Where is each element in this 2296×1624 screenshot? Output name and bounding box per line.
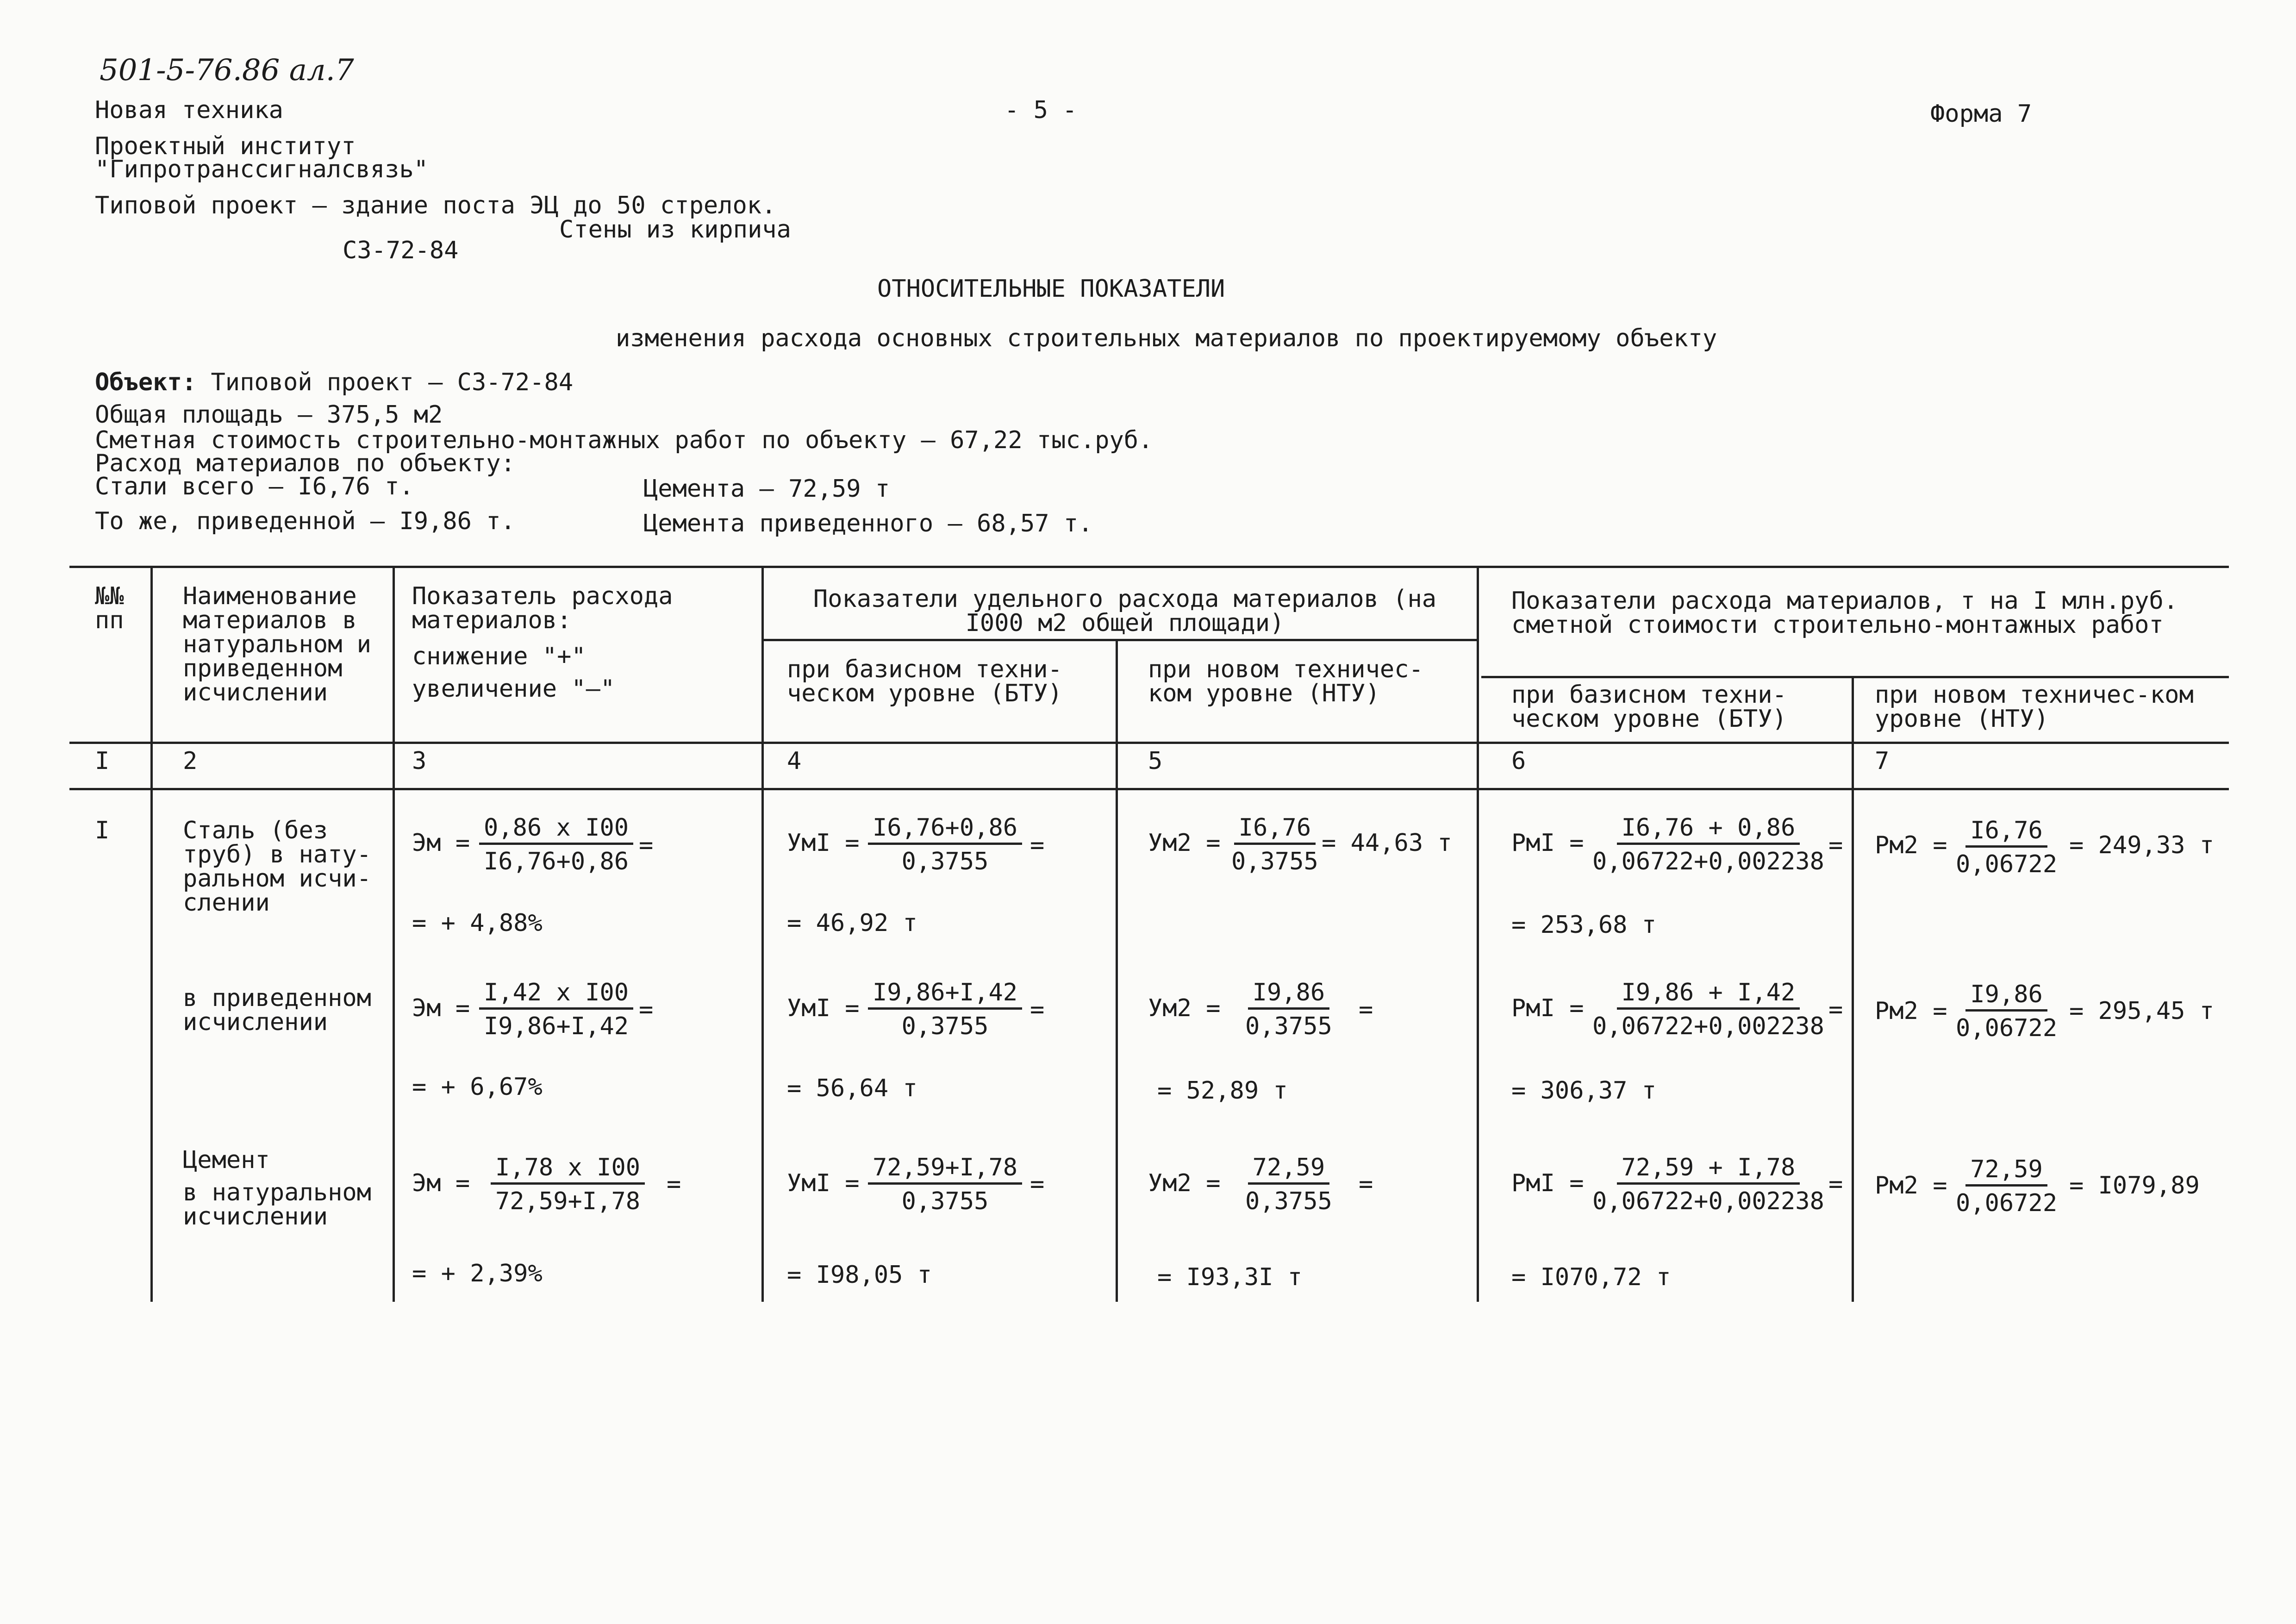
formula-fraction (1241, 981, 1337, 1038)
formula-lhs: РмI = (1511, 994, 1584, 1022)
handwritten-reference: 501-5-76.86 ал.7 (100, 53, 354, 87)
col-divider-4 (1116, 641, 1118, 1302)
formula-fraction (1227, 816, 1323, 874)
formula-result: = + 2,39% (412, 1260, 543, 1287)
fraction-denominator: 0,3755 (901, 1012, 989, 1040)
formula-result: = I93,3I т (1157, 1263, 1303, 1291)
formula-eq: = (1030, 831, 1045, 859)
header-ntu-per-million: при новом техничес-ком уровне (НТУ) (1875, 681, 2194, 733)
header-btu-specific: при базисном техни-ческом уровне (БТУ) (787, 656, 1062, 707)
org-line-3: "Гипротранссигналсвязь" (95, 156, 429, 183)
formula-fraction (1588, 981, 1829, 1038)
formula-eq: = (639, 996, 654, 1024)
col-number-3: 3 (412, 747, 427, 775)
formula-result: = I98,05 т (787, 1261, 932, 1289)
material-cement-natural: в натуральном исчислении (183, 1179, 371, 1230)
cement-reduced: Цемента приведенного – 68,57 т. (643, 510, 1093, 537)
formula-eq: = (1030, 1170, 1045, 1198)
steel-total: Стали всего – I6,76 т. (95, 473, 414, 500)
formula-eq: = 44,63 т (1322, 829, 1452, 857)
header-specific-consumption: Показатели удельного расхода материалов (на I000 м2 общей площади) (813, 585, 1437, 637)
formula-eq: = 249,33 т (2069, 831, 2215, 859)
col-divider-1 (150, 566, 153, 1302)
formula-fraction (479, 816, 633, 874)
project-line-2: Стены из кирпича (559, 216, 791, 244)
formula-eq: = (639, 831, 654, 859)
header-number: №№ пп (95, 582, 124, 634)
header-ntu-specific: при новом техничес-ком уровне (НТУ) (1148, 656, 1423, 707)
row-number: I (95, 817, 110, 844)
formula-result: = + 4,88% (412, 909, 543, 937)
materials-intro: Расход материалов по объекту: (95, 450, 515, 477)
fraction-denominator: 0,06722+0,002238 (1592, 1187, 1824, 1215)
fraction-denominator: 0,06722+0,002238 (1592, 1012, 1824, 1040)
header-rule-group-45 (764, 639, 1479, 641)
object-line (95, 370, 573, 394)
formula-lhs: Рм2 = (1875, 1172, 1947, 1199)
fraction-denominator: 0,06722 (1956, 850, 2058, 878)
formula-fraction (1951, 1157, 2062, 1215)
formula-eq: = 295,45 т (2069, 997, 2215, 1025)
header-indicator-a: Показатель расхода материалов: (412, 582, 673, 634)
material-steel-reduced: в приведенном исчислении (183, 984, 371, 1036)
formula-result: = 56,64 т (787, 1074, 917, 1102)
formula-lhs: РмI = (1511, 1169, 1584, 1197)
formula-result: = 46,92 т (787, 909, 917, 937)
fraction-denominator: I9,86+I,42 (484, 1012, 629, 1040)
fraction-numerator: I,42 х I00 (479, 981, 633, 1010)
header-rule-group-67 (1481, 676, 2229, 678)
page-number: - 5 - (1004, 96, 1077, 124)
header-indicator-c: увеличение "–" (412, 675, 615, 703)
project-line-1: Типовой проект – здание поста ЭЦ до 50 стрелок. (95, 192, 776, 219)
formula-lhs: Эм = (412, 1169, 470, 1197)
fraction-numerator: I9,86 (1965, 982, 2047, 1012)
fraction-numerator: I6,76 + 0,86 (1617, 816, 1800, 845)
formula-lhs: РмI = (1511, 829, 1584, 857)
fraction-denominator: 0,06722 (1956, 1014, 2058, 1042)
formula-lhs: Рм2 = (1875, 997, 1947, 1025)
fraction-numerator: 72,59+I,78 (868, 1156, 1022, 1185)
page-title: ОТНОСИТЕЛЬНЫЕ ПОКАЗАТЕЛИ (877, 275, 1225, 303)
fraction-numerator: I9,86 (1248, 981, 1330, 1010)
col-number-2: 2 (183, 747, 198, 775)
formula-result: = 253,68 т (1511, 911, 1657, 939)
formula-fraction (1588, 1156, 1829, 1213)
formula-eq: = (1359, 1170, 1373, 1198)
formula-eq: = (1828, 996, 1843, 1024)
formula-eq: = (1828, 831, 1843, 859)
col-divider-3 (761, 566, 764, 1302)
fraction-numerator: I9,86 + I,42 (1617, 981, 1800, 1010)
org-line-2: Проектный институт (95, 132, 356, 160)
fraction-numerator: 72,59 + I,78 (1617, 1156, 1800, 1185)
formula-eq: = (667, 1170, 681, 1198)
col-number-4: 4 (787, 747, 802, 775)
fraction-numerator: I6,76 (1234, 816, 1316, 845)
formula-lhs: Ум2 = (1148, 994, 1221, 1022)
formula-fraction (1588, 816, 1829, 874)
header-per-million: Показатели расхода материалов, т на I млн.руб. сметной стоимости строительно-монтажных работ (1511, 587, 2178, 639)
fraction-numerator: I6,76+0,86 (868, 816, 1022, 845)
formula-lhs: УмI = (787, 994, 860, 1022)
header-indicator-b: снижение "+" (412, 643, 586, 670)
total-area: Общая площадь – 375,5 м2 (95, 401, 443, 429)
fraction-denominator: 0,3755 (901, 848, 989, 875)
formula-eq: = (1828, 1170, 1843, 1198)
formula-result: = 52,89 т (1157, 1077, 1288, 1105)
formula-lhs: Эм = (412, 994, 470, 1022)
formula-lhs: Эм = (412, 829, 470, 857)
fraction-numerator: I9,86+I,42 (868, 981, 1022, 1010)
formula-fraction (1951, 818, 2062, 876)
org-line-1: Новая техника (95, 96, 283, 124)
col-divider-6 (1852, 678, 1854, 1302)
formula-fraction (868, 1156, 1022, 1213)
fraction-denominator: 0,3755 (1245, 1012, 1332, 1040)
formula-fraction (868, 816, 1022, 874)
material-steel-natural: Сталь (без труб) в нату-ральном исчи-слении (183, 817, 371, 917)
col-number-7: 7 (1875, 747, 1890, 775)
page-subtitle: изменения расхода основных строительных материалов по проектируемому объекту (616, 325, 1717, 352)
formula-result: = + 6,67% (412, 1073, 543, 1101)
formula-fraction (868, 981, 1022, 1038)
fraction-numerator: I6,76 (1965, 818, 2047, 848)
formula-eq: = (1359, 996, 1373, 1024)
fraction-denominator: 72,59+I,78 (495, 1187, 641, 1215)
formula-result: = I070,72 т (1511, 1263, 1671, 1291)
formula-fraction (479, 981, 633, 1038)
fraction-denominator: 0,06722 (1956, 1189, 2058, 1217)
formula-lhs: УмI = (787, 1169, 860, 1197)
formula-eq: = I079,89 (2069, 1172, 2200, 1199)
header-material-name: Наименование материалов в натуральном и приведенном исчислении (183, 582, 371, 706)
formula-lhs: Ум2 = (1148, 1169, 1221, 1197)
header-btu-per-million: при базисном техни-ческом уровне (БТУ) (1511, 681, 1787, 733)
fraction-denominator: 0,3755 (1231, 848, 1318, 875)
fraction-numerator: 72,59 (1965, 1157, 2047, 1187)
project-code: СЗ-72-84 (343, 237, 459, 264)
formula-lhs: Рм2 = (1875, 831, 1947, 859)
formula-lhs: УмI = (787, 829, 860, 857)
fraction-numerator: 0,86 х I00 (479, 816, 633, 845)
estimated-cost: Сметная стоимость строительно-монтажных работ по объекту – 67,22 тыс.руб. (95, 426, 1153, 454)
col-divider-5 (1477, 566, 1479, 1302)
fraction-numerator: I,78 х I00 (491, 1156, 645, 1185)
formula-result: = 306,37 т (1511, 1077, 1657, 1105)
object-label: Объект: (95, 369, 197, 396)
col-number-5: 5 (1148, 747, 1163, 775)
fraction-denominator: 0,3755 (1245, 1187, 1332, 1215)
formula-fraction (491, 1156, 645, 1213)
col-number-6: 6 (1511, 747, 1526, 775)
formula-eq: = (1030, 996, 1045, 1024)
formula-fraction (1951, 982, 2062, 1040)
col-divider-2 (393, 566, 395, 1302)
form-label: Форма 7 (1930, 100, 2032, 128)
fraction-denominator: 0,06722+0,002238 (1592, 848, 1824, 875)
steel-reduced: То же, приведенной – I9,86 т. (95, 507, 515, 535)
fraction-numerator: 72,59 (1248, 1156, 1330, 1185)
formula-lhs: Ум2 = (1148, 829, 1221, 857)
col-number-1: I (95, 747, 110, 775)
cement-total: Цемента – 72,59 т (643, 475, 890, 503)
object-value: Типовой проект – СЗ-72-84 (211, 369, 574, 396)
fraction-denominator: I6,76+0,86 (484, 848, 629, 875)
fraction-denominator: 0,3755 (901, 1187, 989, 1215)
formula-fraction (1241, 1156, 1337, 1213)
material-cement-title: Цемент (183, 1146, 270, 1174)
